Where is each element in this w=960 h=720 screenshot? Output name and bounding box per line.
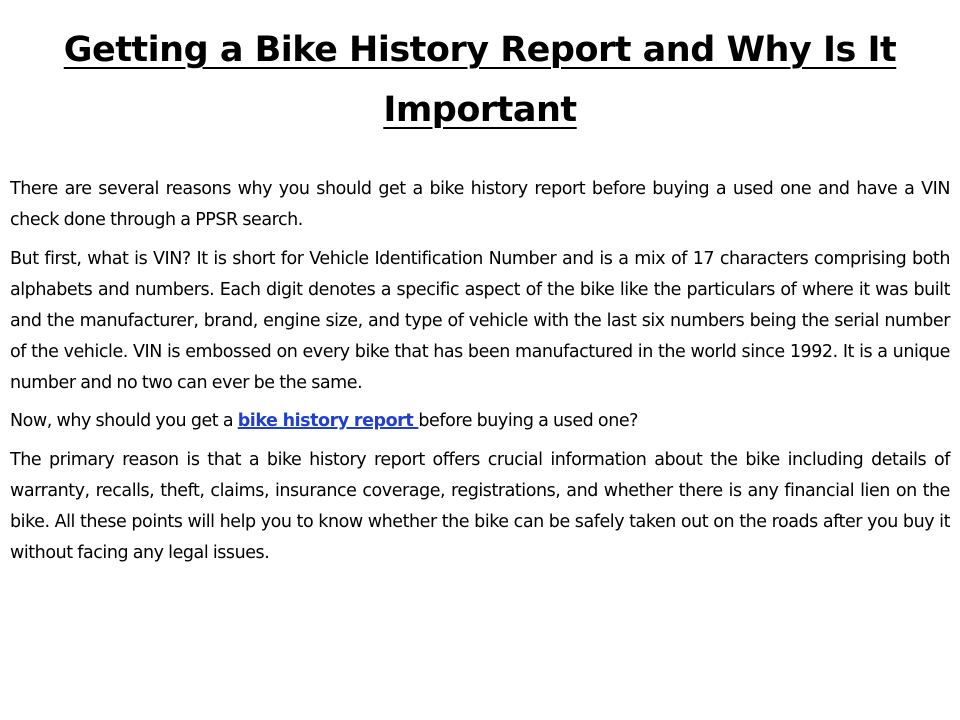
paragraph-intro: There are several reasons why you should get a bike history report before buying a used one and have a VIN check done through a PPSR search. xyxy=(10,179,950,230)
paragraph-why-question-text: Now, why should you get a xyxy=(10,411,238,431)
paragraph-primary-reason: The primary reason is that a bike history report offers crucial information about the bike including details of warranty, recalls, theft, claims, insurance coverage, registrations, and whether there is any financial lien on the bike. All these points will help you to know whether the bike can be safely taken out on the roads after you buy it without facing any legal issues. xyxy=(10,449,950,563)
paragraph-why-question xyxy=(10,406,950,437)
body-text xyxy=(10,174,950,576)
paragraph-why-question-tail: before buying a used one? xyxy=(418,411,638,431)
paragraph-vin-definition: But first, what is VIN? It is short for Vehicle Identification Number and is a mix of 17 characters comprising both alphabets and numbers. Each digit denotes a specific aspect of the bike like the particulars of where it was built and the manufacturer, brand, engine size, and type of vehicle with the last six numbers being the serial number of the vehicle. VIN is embossed on every bike that has been manufactured in the world since 1992. It is a unique number and no two can ever be the same. xyxy=(10,248,950,393)
bike-history-report-link[interactable]: bike history report xyxy=(237,411,419,431)
page-title: Getting a Bike History Report and Why Is It Important xyxy=(63,30,897,130)
